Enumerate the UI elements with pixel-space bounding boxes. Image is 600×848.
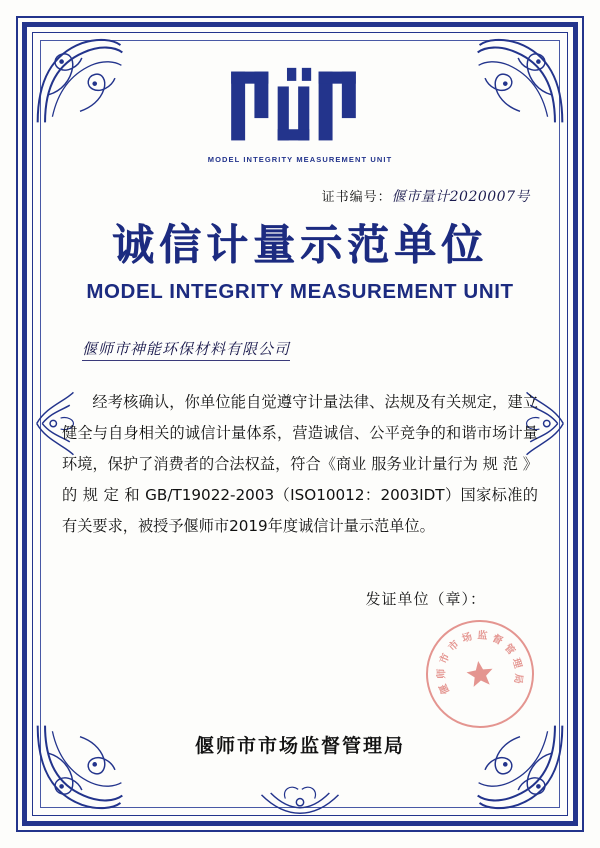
certificate-title-cn: 诚信计量示范单位 — [111, 220, 488, 269]
certificate-number-value: 偃市量计2020007号 — [391, 189, 530, 205]
certificate-body — [56, 387, 544, 542]
logo-block — [56, 66, 544, 164]
seal-char: 市 — [446, 638, 462, 654]
seal-char: 管 — [501, 642, 517, 658]
recipient-name: 偃师市神能环保材料有限公司 — [82, 338, 290, 361]
certificate-number-label: 证书编号： — [321, 190, 392, 205]
seal-char: 理 — [509, 656, 524, 670]
issuing-organization: 偃师市市场监督管理局 — [194, 735, 405, 757]
seal-char: 师 — [436, 668, 448, 679]
certificate-title-en: MODEL INTEGRITY MEASUREMENT UNIT — [86, 280, 514, 303]
seal-char: 市 — [438, 651, 453, 666]
certificate-number-row — [56, 186, 544, 206]
mim-monogram-logo-icon — [225, 66, 375, 146]
issuer-label: 发证单位（章）： — [365, 590, 486, 608]
seal-char: 监 — [477, 630, 488, 642]
logo-subtitle: MODEL INTEGRITY MEASUREMENT UNIT — [207, 155, 393, 164]
seal-char: 偃 — [438, 682, 453, 696]
seal-char: 局 — [511, 672, 524, 685]
official-red-seal — [419, 613, 541, 735]
seal-char: 督 — [490, 632, 505, 648]
certificate-body-paragraph: 经考核确认，你单位能自觉遵守计量法律、法规及有关规定，建立健全与自身相关的诚信计量体系，营造诚信、公平竞争的和谐市场计量环境，保护了消费者的合法权益，符合《商业 服务业计量行为 规 范 》 的 规 定 和 GB/T19022-2003（ISO10012：2003IDT）国家标准的有关要求，被授予偃师市2019年度诚信计量示范单位。 — [62, 393, 538, 535]
seal-char: 场 — [460, 631, 474, 646]
five-point-star-icon — [463, 657, 497, 691]
